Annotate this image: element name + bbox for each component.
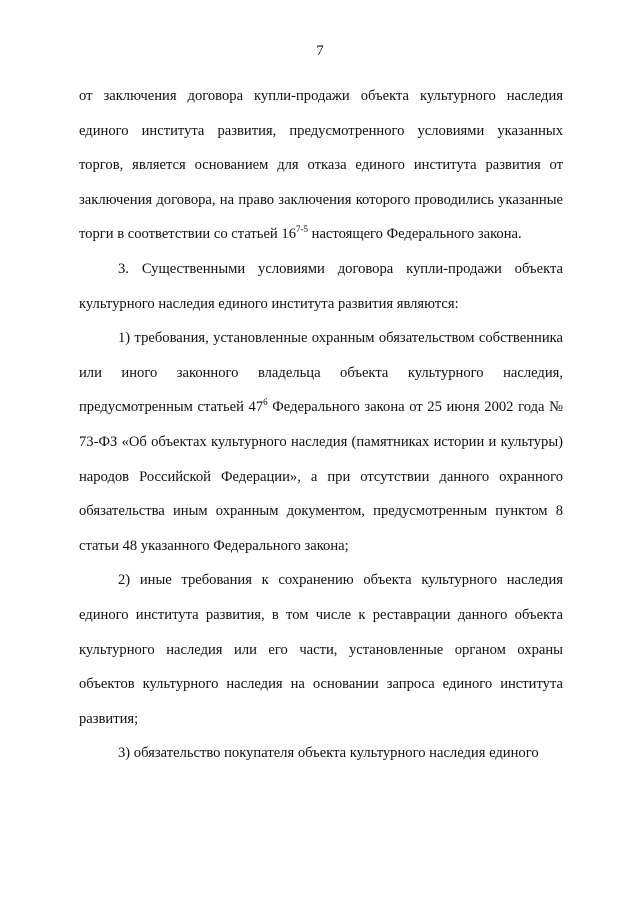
paragraph-subitem-3: 3) обязательство покупателя объекта культурного наследия единого (118, 745, 539, 762)
superscript: 7-5 (296, 224, 308, 235)
paragraph-item-3: 3. Существенными условиями договора купли-продажи объекта культурного наследия единого института развития являются: (79, 260, 563, 312)
paragraph-text: настоящего Федерального закона. (308, 226, 522, 243)
page-number: 7 (316, 43, 324, 59)
paragraph-continuation (79, 79, 563, 252)
paragraph-subitem-2: 2) иные требования к сохранению объекта культурного наследия единого института развития, в том числе к реставрации данного объекта культурного наследия или его части, установленные органом охраны объектов культурного наследия на основании запроса единого института развития; (79, 572, 563, 727)
paragraph-subitem-1 (79, 321, 563, 563)
paragraph-text: Федерального закона от 25 июня 2002 года № 73-ФЗ «Об объектах культурного наследия (памятниках истории и культуры) народов Российской Федерации», а при отсутствии данного охранного обязательства иным охранным документом, предусмотренным пунктом 8 статьи 48 указанного Федерального закона; (79, 399, 563, 554)
paragraph-text: от заключения договора купли-продажи объекта культурного наследия единого института развития, предусмотренного условиями указанных торгов, является основанием для отказа единого института развития от заключения договора, на право заключения которого проводились указанные торги в соответствии со статьей 16 (79, 88, 563, 243)
superscript: 6 (263, 397, 268, 408)
paragraph-text: 1) требования, установленные охранным обязательством собственника или иного законного владельца объекта культурного наследия, предусмотренным статьей 47 (79, 330, 563, 416)
document-body (79, 79, 563, 771)
